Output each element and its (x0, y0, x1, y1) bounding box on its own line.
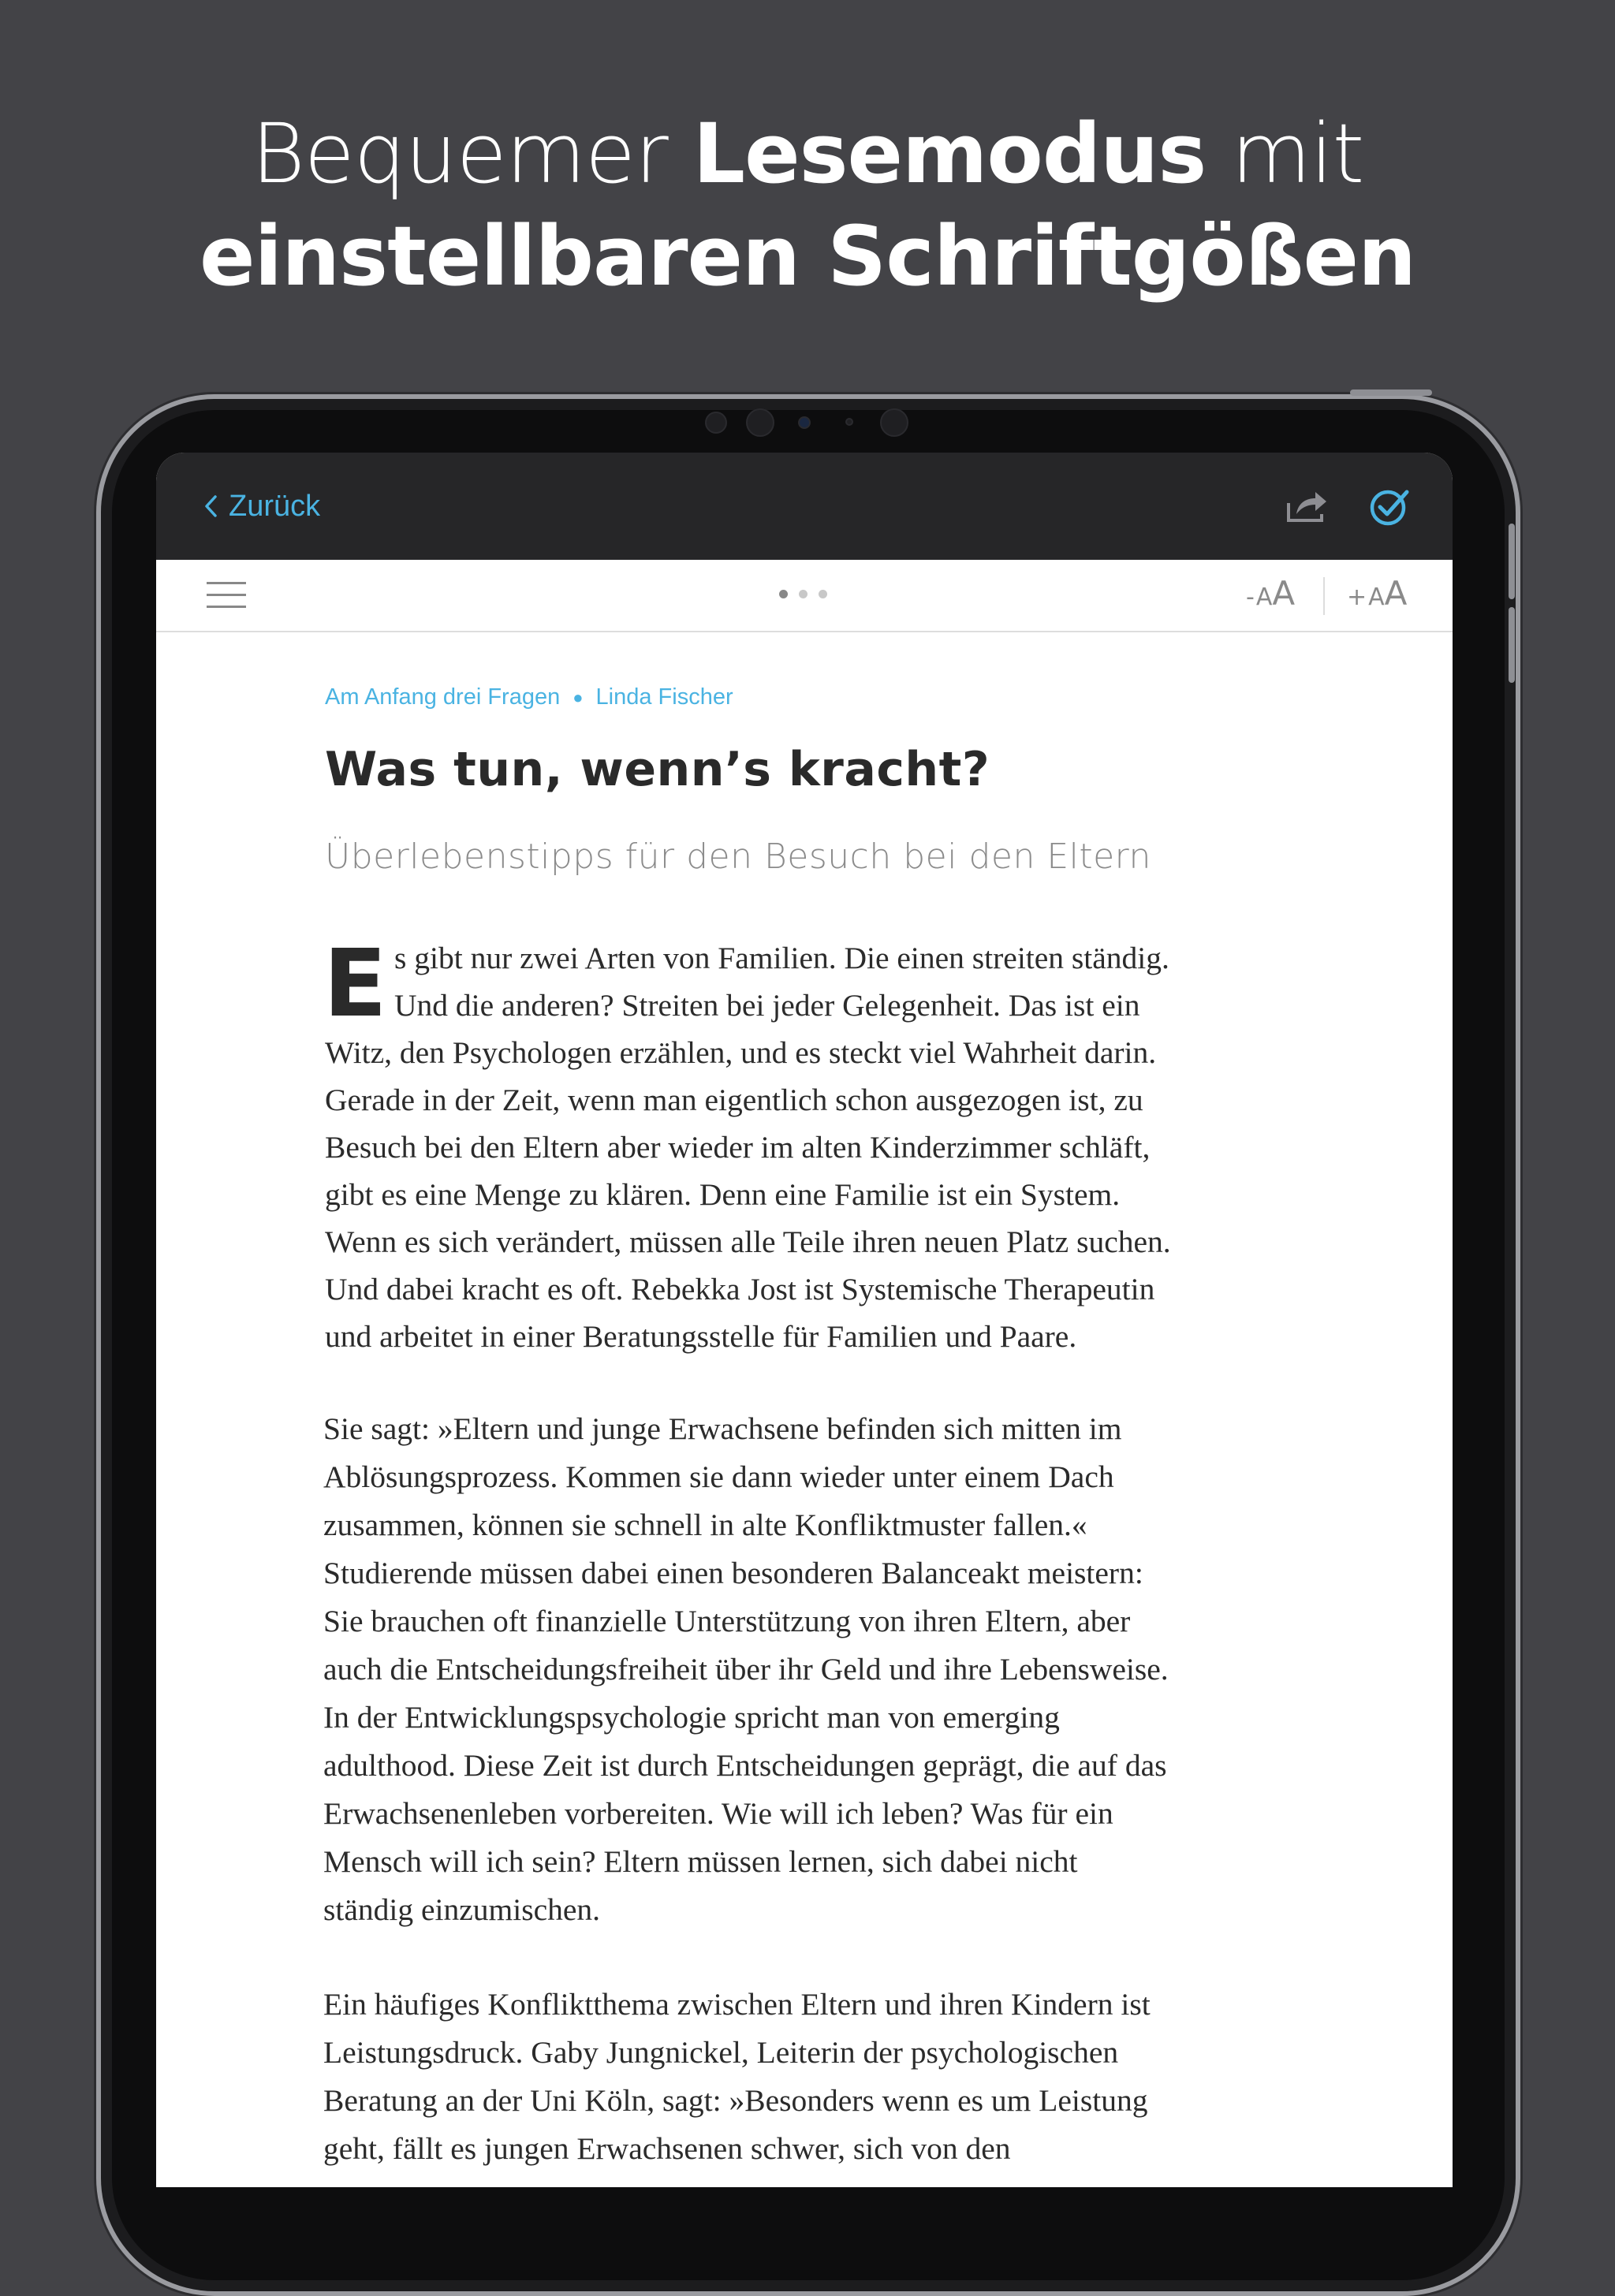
article-meta (325, 684, 1303, 710)
camera-lens-icon (746, 408, 774, 437)
headline-part-2: mit (1231, 106, 1364, 202)
page-dot (799, 590, 808, 598)
paragraph-line: Erwachsenenleben vorbereiten. Wie will ich leben? Was für ein (323, 1796, 1113, 1831)
paragraph-line: Wenn es sich verändert, müssen alle Teile ihren neuen Platz suchen. (325, 1224, 1171, 1259)
paragraph-line: Studierende müssen dabei einen besonderen Balanceakt meistern: (323, 1556, 1143, 1590)
paragraph-line: Sie brauchen oft finanzielle Unterstützung von ihren Eltern, aber (323, 1604, 1131, 1638)
headline-line-1 (0, 102, 1615, 205)
paragraph-line: adulthood. Diese Zeit ist durch Entscheidungen geprägt, die auf das (323, 1748, 1167, 1783)
paragraph-line: geht, fällt es jungen Erwachsenen schwer, sich von den (323, 2131, 1011, 2166)
decrease-font-button[interactable] (1246, 574, 1295, 617)
article-subtitle: Überlebenstipps für den Besuch bei den Eltern (325, 837, 1151, 877)
article-paragraph-1 (323, 929, 1303, 1360)
face-sensor-icon (880, 408, 908, 437)
paragraph-line: Und dabei kracht es oft. Rebekka Jost ist Systemische Therapeutin (325, 1272, 1155, 1306)
volume-up-button (1509, 524, 1515, 599)
increase-symbol: + (1347, 583, 1367, 611)
share-icon[interactable] (1282, 483, 1330, 530)
promo-headline (0, 102, 1615, 308)
font-a-big: A (1384, 574, 1408, 613)
navigation-bar (156, 453, 1453, 560)
headline-line-2: einstellbaren Schriftgößen (199, 208, 1416, 304)
paragraph-line: In der Entwicklungspsychologie spricht man von emerging (323, 1700, 1060, 1735)
article-category[interactable]: Am Anfang drei Fragen (325, 684, 561, 710)
article-paragraph-3 (323, 1981, 1301, 2173)
paragraph-line: Mensch will ich sein? Eltern müssen lernen, sich dabei nicht (323, 1844, 1078, 1879)
hamburger-menu-icon[interactable] (207, 582, 246, 610)
article-header (325, 684, 1303, 877)
paragraph-line: gibt es eine Menge zu klären. Denn eine Familie ist ein System. (325, 1177, 1121, 1212)
reader-toolbar (156, 560, 1453, 632)
sensor-icon (705, 412, 727, 434)
paragraph-line: ständig einzumischen. (323, 1892, 601, 1927)
toolbar-divider (1323, 577, 1325, 615)
paragraph-line: Witz, den Psychologen erzählen, und es steckt viel Wahrheit darin. (325, 1035, 1157, 1070)
paragraph-line: Gerade in der Zeit, wenn man eigentlich schon ausgezogen ist, zu (325, 1083, 1143, 1117)
chevron-left-icon (203, 494, 218, 518)
paragraph-line: Ablösungsprozess. Kommen sie dann wieder unter einem Dach (323, 1459, 1114, 1494)
paragraph-line: Leistungsdruck. Gaby Jungnickel, Leiterin der psychologischen (323, 2035, 1119, 2070)
headline-bold-1: Lesemodus (692, 106, 1207, 202)
paragraph-line: Besuch bei den Eltern aber wieder im alten Kinderzimmer schläft, (325, 1130, 1151, 1165)
drop-cap: E (323, 929, 387, 1038)
article-title: Was tun, wenn’s kracht? (325, 742, 990, 797)
page-dot-active (779, 590, 788, 598)
increase-font-button[interactable] (1347, 574, 1407, 617)
volume-down-button (1509, 607, 1515, 683)
paragraph-line: zusammen, können sie schnell in alte Konfliktmuster fallen.« (323, 1508, 1087, 1542)
back-button[interactable] (203, 489, 320, 524)
paragraph-line: auch die Entscheidungsfreiheit über ihr Geld und ihre Lebensweise. (323, 1652, 1169, 1687)
top-button (1350, 390, 1432, 396)
page-dot (819, 590, 827, 598)
page-indicator (779, 590, 827, 598)
camera-housing (0, 408, 1615, 440)
paragraph-line: und arbeitet in einer Beratungsstelle für Familien und Paare. (325, 1319, 1077, 1354)
paragraph-line: Beratung an der Uni Köln, sagt: »Besonders wenn es um Leistung (323, 2083, 1148, 2118)
paragraph-line: Und die anderen? Streiten bei jeder Gelegenheit. Das ist ein (394, 988, 1140, 1023)
font-a-small: A (1368, 583, 1385, 611)
font-a-big: A (1272, 574, 1296, 613)
article-paragraph-2 (323, 1405, 1301, 1934)
check-circle-icon[interactable] (1366, 483, 1413, 530)
decrease-symbol: - (1246, 583, 1255, 611)
back-label: Zurück (229, 489, 321, 523)
font-a-small: A (1255, 583, 1273, 611)
headline-part-1: Bequemer (251, 106, 668, 202)
proximity-sensor-icon (845, 418, 853, 426)
paragraph-line: s gibt nur zwei Arten von Familien. Die einen streiten ständig. (394, 941, 1169, 975)
article-author[interactable]: Linda Fischer (595, 684, 733, 710)
camera-indicator-icon (798, 416, 811, 429)
meta-bullet: ● (573, 687, 584, 707)
paragraph-line: Ein häufiges Konfliktthema zwischen Eltern und ihren Kindern ist (323, 1987, 1151, 2022)
paragraph-line: Sie sagt: »Eltern und junge Erwachsene befinden sich mitten im (323, 1411, 1122, 1446)
